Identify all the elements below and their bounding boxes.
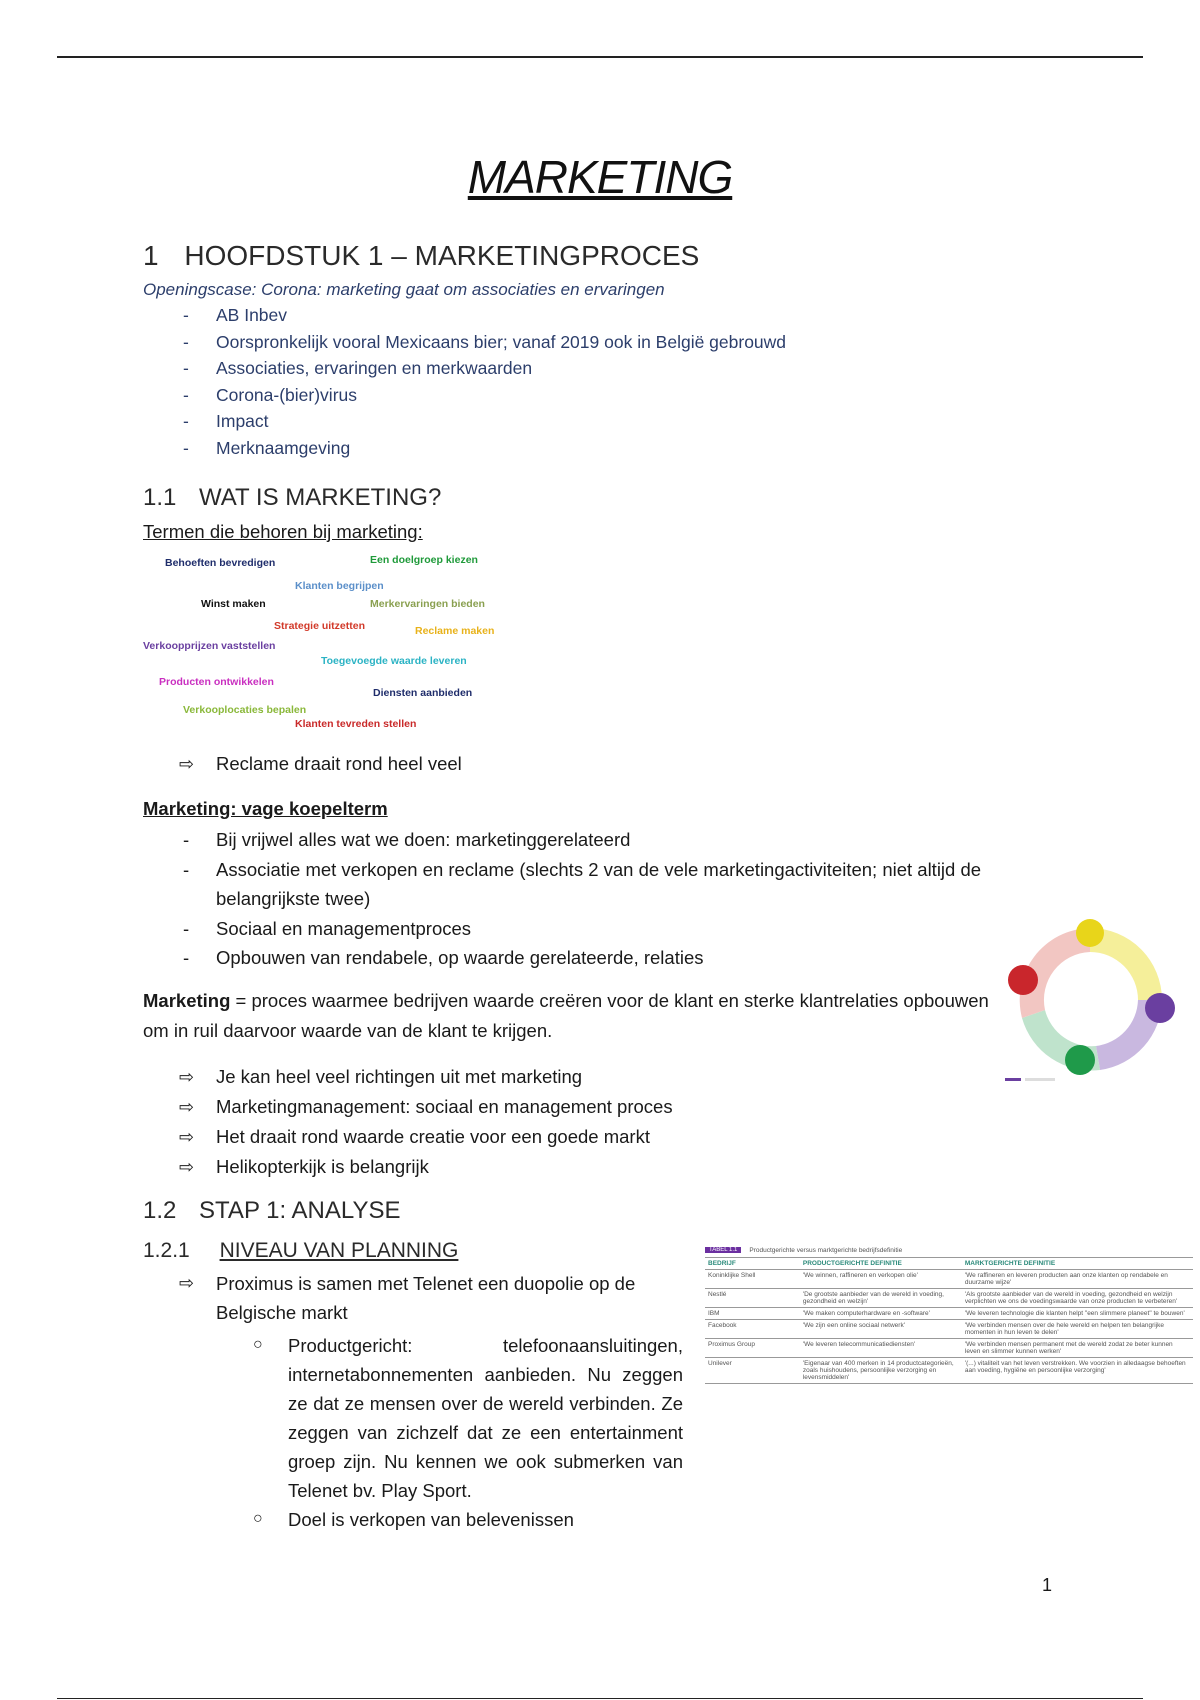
word-cloud-term: Verkooplocaties bepalen (183, 704, 307, 716)
circle-bullet-icon: ○ (253, 1510, 263, 1527)
table-cell: 'Eigenaar van 400 merken in 14 productcategorieën, zoals huishoudens, persoonlijke verzorging en levensmiddelen' (802, 1360, 954, 1381)
table-cell: 'We winnen, raffineren en verkopen olie' (802, 1272, 918, 1279)
list-item: - Oorspronkelijk vooral Mexicaans bier; vanaf 2019 ook in België gebrouwd (143, 329, 943, 356)
table-cell: 'We maken computerhardware en -software' (802, 1310, 930, 1317)
word-cloud-term: Producten ontwikkelen (159, 676, 274, 688)
planning-arrow-list (143, 1269, 683, 1327)
table-cell: 'De grootste aanbieder van de wereld in voeding, gezondheid en welzijn' (802, 1291, 944, 1305)
table-header-row (705, 1257, 1193, 1269)
cycle-node (1065, 1045, 1095, 1075)
section-heading-1-2 (143, 1197, 400, 1225)
word-cloud-term: Klanten begrijpen (295, 580, 384, 592)
subsection-number: 1.2.1 (143, 1239, 190, 1262)
arrow-icon: ⇨ (179, 1127, 195, 1147)
page-number: 1 (1042, 1575, 1053, 1595)
subsection-title: NIVEAU VAN PLANNING (219, 1239, 459, 1262)
arrow-icon: ⇨ (179, 1067, 195, 1087)
table-cell: 'Als grootste aanbieder van de wereld in voeding, gezondheid en welzijn verplichten we ons de voedingswaarde van onze producten te verbeteren' (964, 1291, 1178, 1305)
cycle-node (1008, 965, 1038, 995)
list-item: ⇨ Je kan heel veel richtingen uit met marketing (143, 1062, 943, 1092)
section-number: 1.1 (143, 484, 177, 511)
koepel-list (143, 825, 1073, 973)
table-badge: TABEL 1.1 (705, 1247, 741, 1253)
list-item: ⇨ Helikopterkijk is belangrijk (143, 1152, 943, 1182)
list-item: - Bij vrijwel alles wat we doen: marketinggerelateerd (143, 825, 1073, 855)
planning-sub-list (143, 1331, 683, 1534)
list-item: - Merknaamgeving (143, 435, 943, 462)
word-cloud-term: Winst maken (201, 598, 266, 610)
word-cloud-term: Merkervaringen bieden (370, 598, 485, 610)
list-item: - Corona-(bier)virus (143, 382, 943, 409)
table-caption (705, 1243, 1193, 1257)
table-header-cell: BEDRIJF (708, 1260, 736, 1267)
bottom-rule (57, 1698, 1143, 1699)
table-cell: 'We leveren telecommunicatiediensten' (802, 1341, 916, 1348)
definition-text: proces waarmee bedrijven waarde creëren voor de klant en sterke klantrelaties opbouwen om in ruil daarvoor waarde van de klant te krijgen. (143, 990, 989, 1041)
table-row (705, 1319, 1193, 1338)
word-cloud-term: Toegevoegde waarde leveren (321, 655, 467, 667)
table-header-cell: PRODUCTGERICHTE DEFINITIE (802, 1260, 902, 1267)
table-cell: 'We zijn een online sociaal netwerk' (802, 1322, 905, 1329)
arrow-icon: ⇨ (179, 754, 195, 774)
word-cloud-term: Klanten tevreden stellen (295, 718, 417, 730)
cycle-legend (1025, 1078, 1055, 1081)
chapter-number: 1 (143, 240, 159, 271)
section-number: 1.2 (143, 1197, 177, 1224)
table-cell: Nestlé (708, 1291, 727, 1298)
list-item: - Associaties, ervaringen en merkwaarden (143, 355, 943, 382)
table-row (705, 1357, 1193, 1384)
table-cell: Facebook (708, 1322, 737, 1329)
koepel-heading: Marketing: vage koepelterm (143, 798, 388, 819)
section-title: WAT IS MARKETING? (199, 484, 442, 511)
chapter-title: HOOFDSTUK 1 – MARKETINGPROCES (184, 240, 700, 271)
table-cell: 'We verbinden mensen permanent met de wereld zodat ze beter kunnen leven en slimmer kunnen werken' (964, 1341, 1173, 1355)
table-cell: Unilever (708, 1360, 732, 1367)
circle-bullet-icon: ○ (253, 1336, 263, 1353)
section-title: STAP 1: ANALYSE (199, 1197, 401, 1224)
table-row (705, 1307, 1193, 1319)
table-cell: IBM (708, 1310, 720, 1317)
word-cloud-image (143, 552, 523, 737)
definition-term: Marketing (143, 990, 231, 1011)
list-item: - AB Inbev (143, 302, 943, 329)
chapter-heading (143, 240, 699, 272)
arrow-icon: ⇨ (179, 1157, 195, 1177)
list-item: - Opbouwen van rendabele, op waarde gerelateerde, relaties (143, 943, 1073, 973)
table-cell: 'We leveren technologie die klanten helpt "een slimmere planeet" te bouwen' (964, 1310, 1185, 1317)
list-item: ⇨ Marketingmanagement: sociaal en management proces (143, 1092, 943, 1122)
arrow-icon: ⇨ (179, 1097, 195, 1117)
table-row (705, 1338, 1193, 1357)
reclame-note (143, 750, 943, 778)
word-cloud-term: Diensten aanbieden (373, 687, 473, 699)
word-cloud-term: Strategie uitzetten (274, 620, 366, 632)
marketing-definition: Marketing = proces waarmee bedrijven waarde creëren voor de klant en sterke klantrelaties opbouwen om in ruil daarvoor waarde van de klant te krijgen. (143, 990, 989, 1041)
marketing-process-cycle-image (1000, 918, 1180, 1088)
cycle-node (1145, 993, 1175, 1023)
arrow-icon: ⇨ (179, 1273, 195, 1293)
word-cloud-term: Behoeften bevredigen (165, 557, 276, 569)
table-caption-text: Productgerichte versus marktgerichte bedrijfsdefinitie (749, 1246, 903, 1254)
page-title: MARKETING (467, 151, 733, 203)
word-cloud-term: Een doelgroep kiezen (370, 554, 478, 566)
list-item: ⇨ Het draait rond waarde creatie voor een goede markt (143, 1122, 943, 1152)
table-row (705, 1269, 1193, 1288)
table-header-cell: MARKTGERICHTE DEFINITIE (964, 1260, 1056, 1267)
subsection-heading-1-2-1 (143, 1239, 458, 1263)
table-cell: 'We verbinden mensen over de hele wereld en helpen ten belangrijke momenten in hun leven te delen' (964, 1322, 1165, 1336)
list-item: ○ Doel is verkopen van belevenissen (143, 1505, 683, 1534)
table-cell: '(...) vitaliteit van het leven verstrekken. We voorzien in alledaagse behoeften aan voeding, hygiëne en persoonlijke verzorging' (964, 1360, 1186, 1374)
marketing-points (143, 1062, 943, 1182)
list-item: - Associatie met verkopen en reclame (slechts 2 van de vele marketingactiviteiten; niet altijd de belangrijkste twee) (143, 855, 1073, 914)
cycle-legend (1005, 1078, 1021, 1081)
opening-case-list (143, 302, 943, 461)
word-cloud-term: Reclame maken (415, 625, 495, 637)
list-item: ○ Productgericht: telefoonaansluitingen, internetabonnementen aanbieden. Nu zeggen ze dat ze mensen over de wereld verbinden. Ze zeggen van zichzelf dat ze een entertainment groep zijn. Nu kennen we ook submerken van Telenet bv. Play Sport. (143, 1331, 683, 1505)
list-item: - Sociaal en managementproces (143, 914, 1073, 944)
table-cell: Koninklijke Shell (708, 1272, 756, 1279)
section-heading-1-1 (143, 484, 441, 512)
table-cell: Proximus Group (708, 1341, 755, 1348)
table-row (705, 1288, 1193, 1307)
terms-heading: Termen die behoren bij marketing: (143, 521, 423, 542)
list-item: ⇨ Proximus is samen met Telenet een duopolie op de Belgische markt (143, 1269, 683, 1327)
company-definition-table-image (705, 1243, 1193, 1511)
word-cloud-term: Verkoopprijzen vaststellen (143, 640, 276, 652)
list-item: ⇨ Reclame draait rond heel veel (143, 750, 943, 778)
cycle-node (1076, 919, 1104, 947)
list-item: - Impact (143, 408, 943, 435)
top-rule (57, 56, 1143, 58)
opening-case-title: Openingscase: Corona: marketing gaat om associaties en ervaringen (143, 280, 665, 299)
table-cell: 'We raffineren en leveren producten aan onze klanten op rendabele en duurzame wijze' (964, 1272, 1168, 1286)
